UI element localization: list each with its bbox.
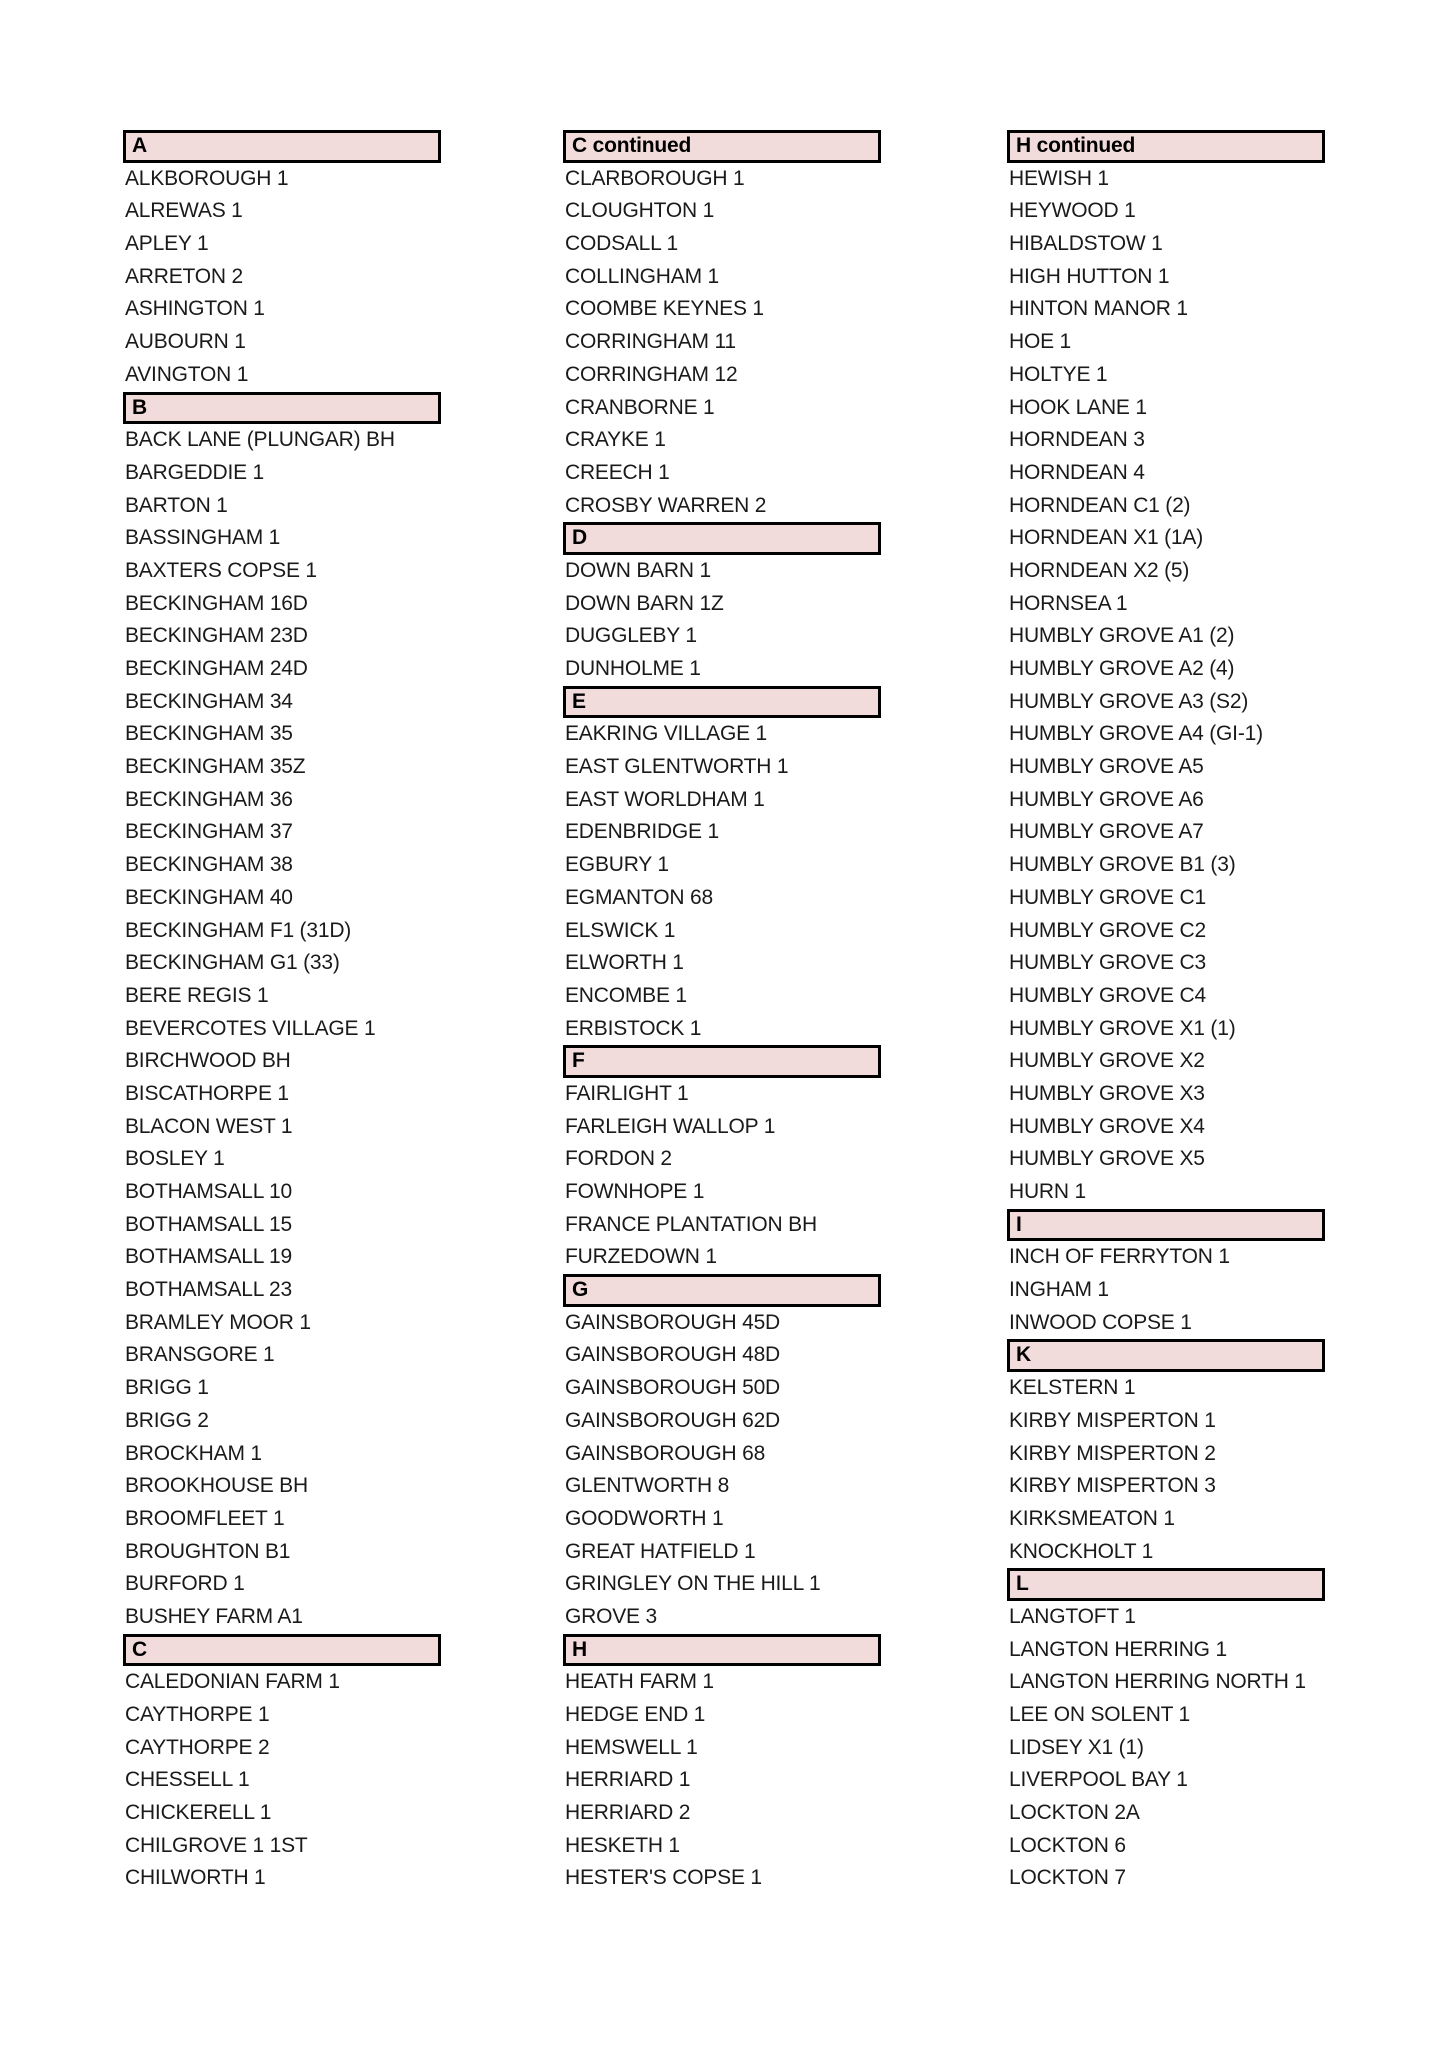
list-item: CORRINGHAM 11 <box>565 330 736 354</box>
list-item: HUMBLY GROVE A1 (2) <box>1009 624 1235 648</box>
list-item: LANGTOFT 1 <box>1009 1604 1136 1628</box>
section-header: I <box>1007 1209 1325 1242</box>
list-item: HIGH HUTTON 1 <box>1009 264 1170 288</box>
list-item: BOTHAMSALL 19 <box>125 1245 293 1269</box>
list-item: BAXTERS COPSE 1 <box>125 558 317 582</box>
list-item: BECKINGHAM G1 (33) <box>125 951 340 975</box>
column-1 <box>123 130 441 1895</box>
list-item: HESTER'S COPSE 1 <box>565 1866 762 1890</box>
list-item: FARLEIGH WALLOP 1 <box>565 1114 776 1138</box>
list-item: ELSWICK 1 <box>565 918 676 942</box>
list-item: BROOKHOUSE BH <box>125 1474 308 1498</box>
list-item: HEATH FARM 1 <box>565 1670 714 1694</box>
list-item: DOWN BARN 1Z <box>565 591 724 615</box>
list-item: COLLINGHAM 1 <box>565 264 719 288</box>
list-item: CAYTHORPE 2 <box>125 1735 270 1759</box>
list-item: BECKINGHAM F1 (31D) <box>125 918 352 942</box>
list-item: BROOMFLEET 1 <box>125 1506 285 1530</box>
list-item: HUMBLY GROVE C4 <box>1009 983 1206 1007</box>
list-item: BROUGHTON B1 <box>125 1539 291 1563</box>
list-item: BECKINGHAM 38 <box>125 853 293 877</box>
list-item: HUMBLY GROVE A4 (GI-1) <box>1009 722 1263 746</box>
list-item: AUBOURN 1 <box>125 330 246 354</box>
list-item: BROCKHAM 1 <box>125 1441 262 1465</box>
list-item: EGMANTON 68 <box>565 885 713 909</box>
list-item: CORRINGHAM 12 <box>565 362 738 386</box>
list-item: HUMBLY GROVE X2 <box>1009 1049 1205 1073</box>
list-item: EDENBRIDGE 1 <box>565 820 719 844</box>
list-item: HERRIARD 1 <box>565 1768 691 1792</box>
list-item: BECKINGHAM 35Z <box>125 755 306 779</box>
list-item: CHILWORTH 1 <box>125 1866 266 1890</box>
list-item: HESKETH 1 <box>565 1833 680 1857</box>
list-item: CODSALL 1 <box>565 232 678 256</box>
list-item: BARTON 1 <box>125 493 228 517</box>
list-item: HURN 1 <box>1009 1180 1086 1203</box>
column-2 <box>563 130 881 1895</box>
list-item: BRIGG 1 <box>125 1376 209 1400</box>
list-item: KNOCKHOLT 1 <box>1009 1539 1154 1563</box>
list-item: BECKINGHAM 36 <box>125 787 293 811</box>
list-item: HINTON MANOR 1 <box>1009 297 1188 321</box>
list-item: DOWN BARN 1 <box>565 558 711 582</box>
list-item: ELWORTH 1 <box>565 951 684 975</box>
section-header: B <box>123 392 441 425</box>
list-item: CRAYKE 1 <box>565 428 666 452</box>
list-item: HUMBLY GROVE C1 <box>1009 885 1206 909</box>
list-item: ALREWAS 1 <box>125 199 243 223</box>
list-item: HUMBLY GROVE A2 (4) <box>1009 657 1235 680</box>
list-item: INCH OF FERRYTON 1 <box>1009 1245 1230 1269</box>
list-item: BRAMLEY MOOR 1 <box>125 1310 311 1334</box>
list-columns <box>0 130 1447 1930</box>
section-header: H continued <box>1007 130 1325 163</box>
list-item: BOTHAMSALL 10 <box>125 1180 293 1203</box>
list-item: BECKINGHAM 35 <box>125 722 293 746</box>
section-header: H <box>563 1634 881 1667</box>
list-item: HORNDEAN X1 (1A) <box>1009 526 1204 550</box>
list-item: FURZEDOWN 1 <box>565 1245 717 1269</box>
list-item: CLARBOROUGH 1 <box>565 166 745 190</box>
list-item: HEDGE END 1 <box>565 1703 706 1726</box>
list-item: HUMBLY GROVE X5 <box>1009 1147 1205 1171</box>
list-item: GAINSBOROUGH 48D <box>565 1343 781 1367</box>
section-header: C continued <box>563 130 881 163</box>
list-item: HUMBLY GROVE X4 <box>1009 1114 1205 1138</box>
list-item: BOTHAMSALL 23 <box>125 1278 293 1302</box>
list-item: HUMBLY GROVE B1 (3) <box>1009 853 1236 877</box>
list-item: HUMBLY GROVE A6 <box>1009 787 1204 811</box>
list-item: HOOK LANE 1 <box>1009 395 1147 419</box>
list-item: BURFORD 1 <box>125 1572 245 1596</box>
list-item: KIRKSMEATON 1 <box>1009 1506 1175 1530</box>
list-item: APLEY 1 <box>125 232 209 256</box>
list-item: HUMBLY GROVE C3 <box>1009 951 1206 975</box>
list-item: HIBALDSTOW 1 <box>1009 232 1163 256</box>
list-item: ARRETON 2 <box>125 264 244 288</box>
list-item: KIRBY MISPERTON 2 <box>1009 1441 1216 1465</box>
list-item: LEE ON SOLENT 1 <box>1009 1703 1191 1726</box>
list-item: LOCKTON 7 <box>1009 1866 1126 1890</box>
list-item: BARGEDDIE 1 <box>125 460 265 484</box>
list-item: GREAT HATFIELD 1 <box>565 1539 756 1563</box>
list-item: ERBISTOCK 1 <box>565 1016 702 1040</box>
list-item: HUMBLY GROVE C2 <box>1009 918 1206 942</box>
list-item: GAINSBOROUGH 50D <box>565 1376 781 1400</box>
list-item: HUMBLY GROVE A7 <box>1009 820 1204 844</box>
list-item: CHILGROVE 1 1ST <box>125 1833 308 1857</box>
list-item: CRANBORNE 1 <box>565 395 715 419</box>
list-item: HORNDEAN 3 <box>1009 428 1145 452</box>
list-item: HUMBLY GROVE A3 (S2) <box>1009 689 1249 713</box>
list-item: LIDSEY X1 (1) <box>1009 1735 1144 1759</box>
list-item: ASHINGTON 1 <box>125 297 265 321</box>
list-item: BACK LANE (PLUNGAR) BH <box>125 428 395 452</box>
list-item: BISCATHORPE 1 <box>125 1081 289 1105</box>
list-item: HERRIARD 2 <box>565 1801 691 1825</box>
list-item: BECKINGHAM 23D <box>125 624 308 648</box>
section-header: D <box>563 522 881 555</box>
list-item: CHESSELL 1 <box>125 1768 250 1792</box>
list-item: BLACON WEST 1 <box>125 1114 293 1138</box>
list-item: DUGGLEBY 1 <box>565 624 697 648</box>
list-item: BUSHEY FARM A1 <box>125 1604 303 1628</box>
section-header: A <box>123 130 441 163</box>
list-item: BRIGG 2 <box>125 1408 209 1432</box>
list-item: BECKINGHAM 34 <box>125 689 293 713</box>
list-item: AVINGTON 1 <box>125 362 249 386</box>
list-item: EGBURY 1 <box>565 853 669 877</box>
list-item: EAKRING VILLAGE 1 <box>565 722 768 746</box>
list-item: FAIRLIGHT 1 <box>565 1081 689 1105</box>
list-item: LIVERPOOL BAY 1 <box>1009 1768 1188 1792</box>
list-item: HEYWOOD 1 <box>1009 199 1136 223</box>
list-item: BECKINGHAM 24D <box>125 657 308 680</box>
section-header: L <box>1007 1568 1325 1601</box>
list-item: KIRBY MISPERTON 1 <box>1009 1408 1216 1432</box>
list-item: BOTHAMSALL 15 <box>125 1212 293 1236</box>
list-item: KELSTERN 1 <box>1009 1376 1136 1400</box>
list-item: LANGTON HERRING NORTH 1 <box>1009 1670 1306 1694</box>
section-header: E <box>563 686 881 719</box>
list-item: GLENTWORTH 8 <box>565 1474 730 1498</box>
list-item: ENCOMBE 1 <box>565 983 687 1007</box>
list-item: BECKINGHAM 40 <box>125 885 293 909</box>
list-item: CLOUGHTON 1 <box>565 199 715 223</box>
list-item: LOCKTON 2A <box>1009 1801 1140 1825</box>
list-item: EAST WORLDHAM 1 <box>565 787 765 811</box>
list-item: BECKINGHAM 37 <box>125 820 293 844</box>
list-item: BASSINGHAM 1 <box>125 526 281 550</box>
list-item: LOCKTON 6 <box>1009 1833 1126 1857</box>
list-item: CROSBY WARREN 2 <box>565 493 767 517</box>
list-item: FORDON 2 <box>565 1147 672 1171</box>
list-item: GAINSBOROUGH 45D <box>565 1310 781 1334</box>
list-item: EAST GLENTWORTH 1 <box>565 755 789 779</box>
section-header: G <box>563 1274 881 1307</box>
list-item: CREECH 1 <box>565 460 670 484</box>
list-item: HEWISH 1 <box>1009 166 1109 190</box>
list-item: BERE REGIS 1 <box>125 983 269 1007</box>
list-item: BOSLEY 1 <box>125 1147 225 1171</box>
list-item: BIRCHWOOD BH <box>125 1049 291 1073</box>
list-item: HORNDEAN 4 <box>1009 460 1145 484</box>
list-item: HUMBLY GROVE X1 (1) <box>1009 1016 1236 1040</box>
list-item: DUNHOLME 1 <box>565 657 701 680</box>
list-item: ALKBOROUGH 1 <box>125 166 289 190</box>
list-item: CHICKERELL 1 <box>125 1801 272 1825</box>
list-item: GAINSBOROUGH 68 <box>565 1441 766 1465</box>
list-item: GROVE 3 <box>565 1604 657 1628</box>
list-item: KIRBY MISPERTON 3 <box>1009 1474 1216 1498</box>
list-item: BECKINGHAM 16D <box>125 591 308 615</box>
list-item: LANGTON HERRING 1 <box>1009 1637 1227 1661</box>
list-item: HEMSWELL 1 <box>565 1735 698 1759</box>
list-item: HORNDEAN X2 (5) <box>1009 558 1190 582</box>
list-item: INGHAM 1 <box>1009 1278 1109 1302</box>
list-item: GAINSBOROUGH 62D <box>565 1408 781 1432</box>
column-3 <box>1007 130 1325 1895</box>
list-item: HORNDEAN C1 (2) <box>1009 493 1191 517</box>
list-item: HOLTYE 1 <box>1009 362 1108 386</box>
section-header: F <box>563 1045 881 1078</box>
list-item: HORNSEA 1 <box>1009 591 1128 615</box>
list-item: CALEDONIAN FARM 1 <box>125 1670 340 1694</box>
list-item: HUMBLY GROVE A5 <box>1009 755 1204 779</box>
list-item: BRANSGORE 1 <box>125 1343 275 1367</box>
section-header: K <box>1007 1339 1325 1372</box>
list-item: GOODWORTH 1 <box>565 1506 724 1530</box>
list-item: HUMBLY GROVE X3 <box>1009 1081 1205 1105</box>
section-header: C <box>123 1634 441 1667</box>
list-item: CAYTHORPE 1 <box>125 1703 270 1726</box>
list-item: GRINGLEY ON THE HILL 1 <box>565 1572 821 1596</box>
list-item: BEVERCOTES VILLAGE 1 <box>125 1016 376 1040</box>
list-item: COOMBE KEYNES 1 <box>565 297 764 321</box>
list-item: FOWNHOPE 1 <box>565 1180 705 1203</box>
list-item: INWOOD COPSE 1 <box>1009 1310 1192 1334</box>
list-item: HOE 1 <box>1009 330 1072 354</box>
list-item: FRANCE PLANTATION BH <box>565 1212 817 1236</box>
